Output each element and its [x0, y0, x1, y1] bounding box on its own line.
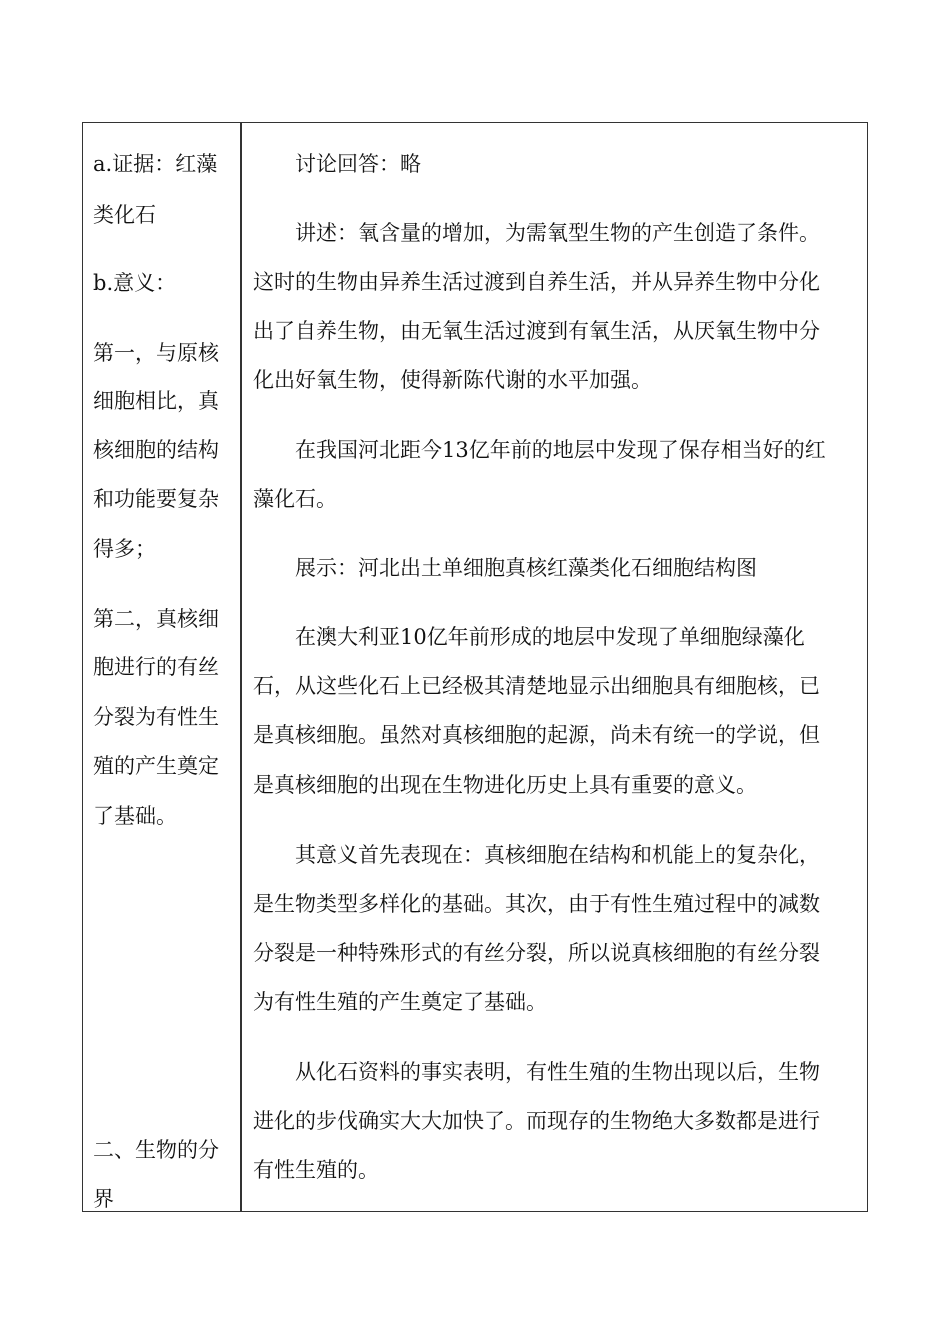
outline-line: 殖的产生奠定 [93, 754, 219, 778]
outline-line: 细胞相比，真 [93, 389, 219, 413]
discussion-line: 在澳大利亚10亿年前形成的地层中发现了单细胞绿藻化 [253, 625, 805, 649]
outline-line: 得多； [93, 537, 156, 561]
lesson-table [82, 122, 868, 1212]
discussion-line: 有性生殖的。 [253, 1158, 379, 1182]
discussion-line: 石，从这些化石上已经极其清楚地显示出细胞具有细胞核，已 [253, 674, 820, 698]
outline-line: 第一，与原核 [93, 341, 219, 365]
outline-line: 了基础。 [93, 804, 177, 828]
outline-line: 界 [93, 1187, 114, 1211]
outline-line: 核细胞的结构 [93, 438, 219, 462]
discussion-line: 从化石资料的事实表明，有性生殖的生物出现以后，生物 [253, 1060, 820, 1084]
discussion-line: 藻化石。 [253, 487, 337, 511]
outline-line: b.意义： [93, 271, 177, 295]
discussion-line: 分裂是一种特殊形式的有丝分裂，所以说真核细胞的有丝分裂 [253, 941, 820, 965]
discussion-line: 化出好氧生物，使得新陈代谢的水平加强。 [253, 368, 652, 392]
outline-line: 胞进行的有丝 [93, 655, 219, 679]
discussion-line: 进化的步伐确实大大加快了。而现存的生物绝大多数都是进行 [253, 1109, 820, 1133]
discussion-line: 是真核细胞。虽然对真核细胞的起源，尚未有统一的学说，但 [253, 723, 820, 747]
outline-line: 类化石 [93, 203, 156, 227]
discussion-line: 展示：河北出土单细胞真核红藻类化石细胞结构图 [253, 556, 757, 580]
outline-line: 二、生物的分 [93, 1138, 219, 1162]
discussion-line: 出了自养生物，由无氧生活过渡到有氧生活，从厌氧生物中分 [253, 319, 820, 343]
discussion-line: 是生物类型多样化的基础。其次，由于有性生殖过程中的减数 [253, 892, 820, 916]
discussion-line: 在我国河北距今13亿年前的地层中发现了保存相当好的红 [253, 438, 826, 462]
discussion-line: 讨论回答：略 [253, 152, 421, 176]
discussion-line: 这时的生物由异养生活过渡到自养生活，并从异养生物中分化 [253, 270, 820, 294]
discussion-line: 为有性生殖的产生奠定了基础。 [253, 990, 547, 1014]
discussion-line: 讲述：氧含量的增加，为需氧型生物的产生创造了条件。 [253, 221, 820, 245]
discussion-line: 其意义首先表现在：真核细胞在结构和机能上的复杂化， [253, 843, 820, 867]
outline-column [83, 123, 240, 1211]
outline-line: 分裂为有性生 [93, 705, 219, 729]
discussion-line: 是真核细胞的出现在生物进化历史上具有重要的意义。 [253, 773, 757, 797]
outline-line: 和功能要复杂 [93, 487, 219, 511]
outline-line: 第二，真核细 [93, 607, 219, 631]
discussion-column [242, 123, 867, 1211]
outline-line: a.证据：红藻 [93, 152, 218, 176]
